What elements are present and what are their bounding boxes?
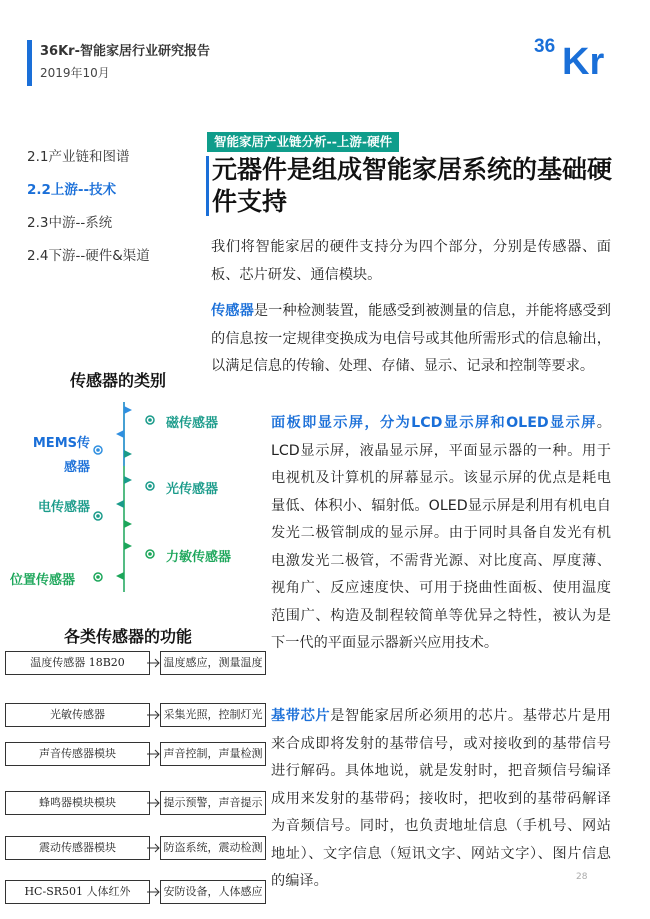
arrow-right-icon bbox=[147, 710, 161, 720]
sensor-type-force: 力敏传感器 bbox=[166, 550, 232, 565]
sensor-name-box: 温度传感器 18B20 bbox=[5, 651, 150, 675]
36kr-logo-icon bbox=[532, 30, 626, 78]
sensor-function-box: 提示预警，声音提示 bbox=[160, 791, 266, 815]
sensor-functions-title: 各类传感器的功能 bbox=[64, 627, 193, 646]
panel-paragraph bbox=[271, 410, 611, 658]
arrow-right-icon bbox=[147, 887, 161, 897]
sensor-function-box: 声音控制，声量检测 bbox=[160, 742, 266, 766]
section-tag: 智能家居产业链分析--上游-硬件 bbox=[207, 132, 399, 152]
sensor-type-magnetic: 磁传感器 bbox=[166, 416, 219, 431]
sensor-type-position: 位置传感器 bbox=[10, 573, 76, 588]
section-title: 元器件是组成智能家居系统的基础硬件支持 bbox=[212, 155, 613, 216]
toc-item-2-2[interactable]: 2.2上游--技术 bbox=[27, 182, 117, 198]
sensor-type-mems: MEMS传感器 bbox=[32, 436, 90, 475]
toc-item-2-1[interactable]: 2.1产业链和图谱 bbox=[27, 149, 130, 165]
arrow-right-icon bbox=[147, 798, 161, 808]
sensor-function-box: 防盗系统，震动检测 bbox=[160, 836, 266, 860]
sensor-name-box: 光敏传感器 bbox=[5, 703, 150, 727]
sensor-function-box: 安防设备，人体感应 bbox=[160, 880, 266, 904]
title-accent-bar bbox=[206, 156, 209, 216]
svg-text:36: 36 bbox=[534, 36, 556, 57]
panel-text: 。LCD显示屏，液晶显示屏，平面显示器的一种。用于电视机及计算机的屏幕显示。该显示屏的优点是耗电量低、体积小、辐射低。OLED显示屏是利用有机电自发光二极管制成的显示屏。由于同时具备自发光有机电激发光二极管，不需背光源、对比度高、厚度薄、视角广、反应速度快、可用于挠曲性面板、使用温度范围广、构造及制程较简单等优异之特性，被认为是下一代的平面显示器新兴应用技术。 bbox=[271, 415, 611, 651]
chip-paragraph bbox=[271, 703, 611, 896]
report-title: 36Kr-智能家居行业研究报告 bbox=[40, 44, 210, 59]
chip-keyword: 基带芯片 bbox=[271, 708, 331, 724]
arrow-right-icon bbox=[147, 749, 161, 759]
chip-text: 是智能家居所必须用的芯片。基带芯片是用来合成即将发射的基带信号，或对接收到的基带信号进行解码。具体地说，就是发射时，把音频信号编译成用来发射的基带码；接收时，把收到的基带码解译为音频信号。同时，也负责地址信息（手机号、网站地址）、文字信息（短讯文字、网站文字）、图片信息的编译。 bbox=[271, 708, 611, 889]
report-date: 2019年10月 bbox=[40, 66, 110, 80]
sensor-name-box: 震动传感器模块 bbox=[5, 836, 150, 860]
arrow-right-icon bbox=[147, 658, 161, 668]
sensor-type-electric: 电传感器 bbox=[37, 500, 90, 515]
panel-keyword: 面板即显示屏，分为LCD显示屏和OLED显示屏 bbox=[271, 415, 597, 431]
sensor-types-title: 传感器的类别 bbox=[70, 371, 167, 390]
sensor-paragraph bbox=[211, 298, 611, 381]
toc-item-2-4[interactable]: 2.4下游--硬件&渠道 bbox=[27, 248, 150, 264]
sensor-name-box: HC-SR501 人体红外 bbox=[5, 880, 150, 904]
header-accent-bar bbox=[27, 40, 32, 86]
arrow-right-icon bbox=[147, 843, 161, 853]
sensor-function-box: 采集光照，控制灯光 bbox=[160, 703, 266, 727]
sensor-keyword: 传感器 bbox=[211, 303, 254, 319]
toc-item-2-3[interactable]: 2.3中游--系统 bbox=[27, 215, 113, 231]
page-number: 28 bbox=[576, 872, 588, 882]
sensor-name-box: 蜂鸣器模块模块 bbox=[5, 791, 150, 815]
intro-paragraph: 我们将智能家居的硬件支持分为四个部分，分别是传感器、面板、芯片研发、通信模块。 bbox=[211, 239, 611, 283]
sensor-function-box: 温度感应，测量温度 bbox=[160, 651, 266, 675]
sensor-type-light: 光传感器 bbox=[166, 482, 219, 497]
sensor-name-box: 声音传感器模块 bbox=[5, 742, 150, 766]
svg-text:Kr: Kr bbox=[562, 41, 605, 78]
sensor-text: 是一种检测装置，能感受到被测量的信息，并能将感受到的信息按一定规律变换成为电信号或其他所需形式的信息输出，以满足信息的传输、处理、存储、显示、记录和控制等要求。 bbox=[211, 303, 611, 374]
